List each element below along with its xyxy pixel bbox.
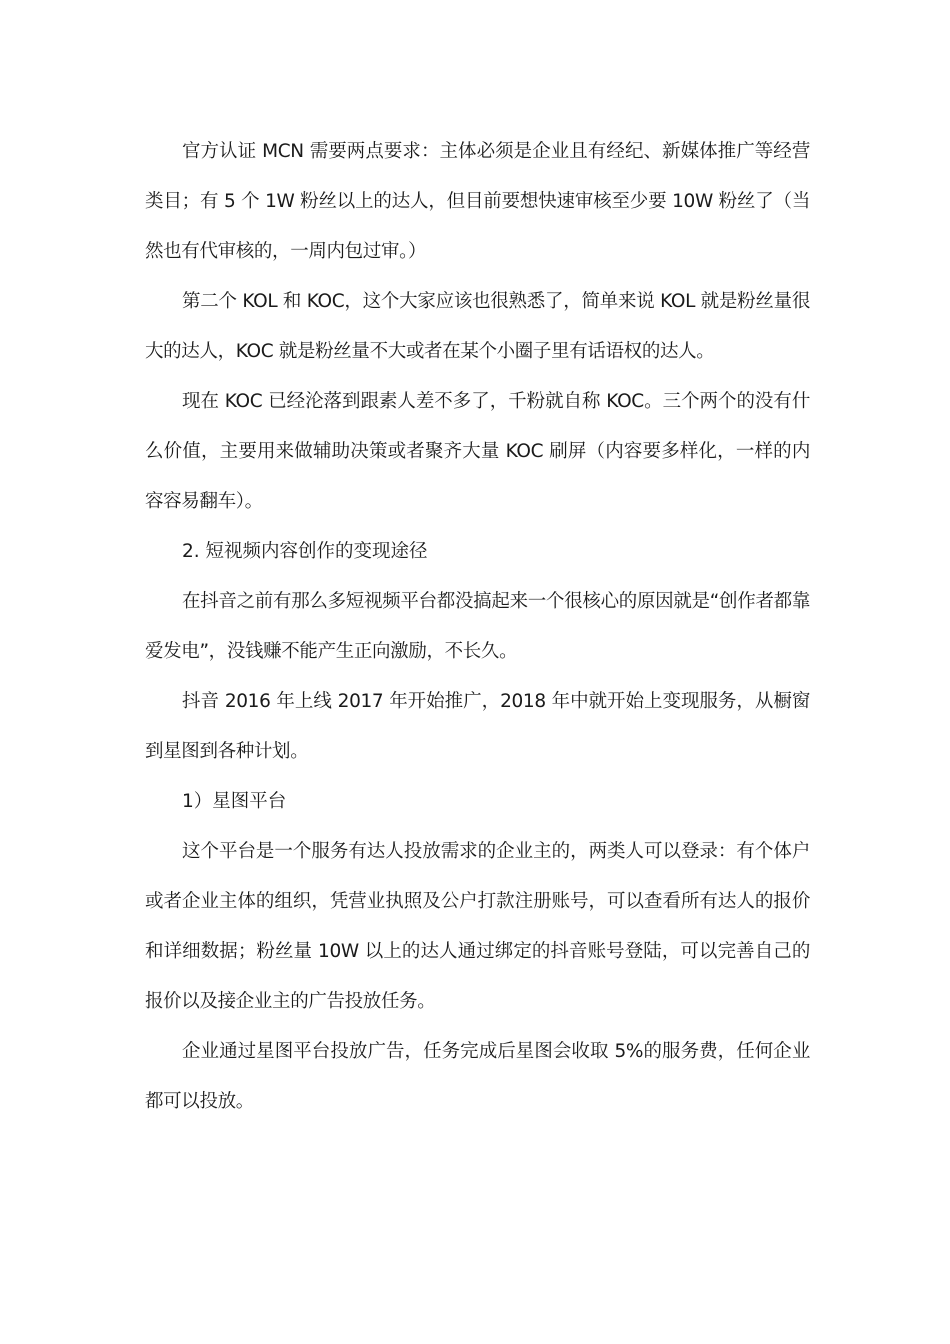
paragraph-creator-incentive: 在抖音之前有那么多短视频平台都没搞起来一个很核心的原因就是“创作者都靠爱发电”，没钱赚不能产生正向激励，不长久。	[145, 591, 810, 662]
paragraph-xingtu-fee: 企业通过星图平台投放广告，任务完成后星图会收取 5%的服务费，任何企业都可以投放。	[145, 1041, 810, 1112]
paragraph-koc-value: 现在 KOC 已经沦落到跟素人差不多了，千粉就自称 KOC。三个两个的没有什么价值，主要用来做辅助决策或者聚齐大量 KOC 刷屏（内容要多样化，一样的内容容易翻车）。	[145, 391, 810, 512]
paragraph-douyin-timeline: 抖音 2016 年上线 2017 年开始推广，2018 年中就开始上变现服务，从橱窗到星图到各种计划。	[145, 691, 810, 762]
section-heading-monetization: 2. 短视频内容创作的变现途径	[182, 541, 428, 562]
paragraph-mcn-requirements: 官方认证 MCN 需要两点要求：主体必须是企业且有经纪、新媒体推广等经营类目；有 5 个 1W 粉丝以上的达人，但目前要想快速审核至少要 10W 粉丝了（当然也有代审核的，一周内包过审。）	[145, 141, 810, 262]
paragraph-xingtu-users: 这个平台是一个服务有达人投放需求的企业主的，两类人可以登录：有个体户或者企业主体的组织，凭营业执照及公户打款注册账号，可以查看所有达人的报价和详细数据；粉丝量 10W 以上的达人通过绑定的抖音账号登陆，可以完善自己的报价以及接企业主的广告投放任务。	[145, 841, 810, 1012]
paragraph-kol-koc: 第二个 KOL 和 KOC，这个大家应该也很熟悉了，简单来说 KOL 就是粉丝量很大的达人，KOC 就是粉丝量不大或者在某个小圈子里有话语权的达人。	[145, 291, 810, 362]
subheading-xingtu-platform: 1）星图平台	[182, 791, 287, 812]
document-body	[145, 127, 810, 1127]
